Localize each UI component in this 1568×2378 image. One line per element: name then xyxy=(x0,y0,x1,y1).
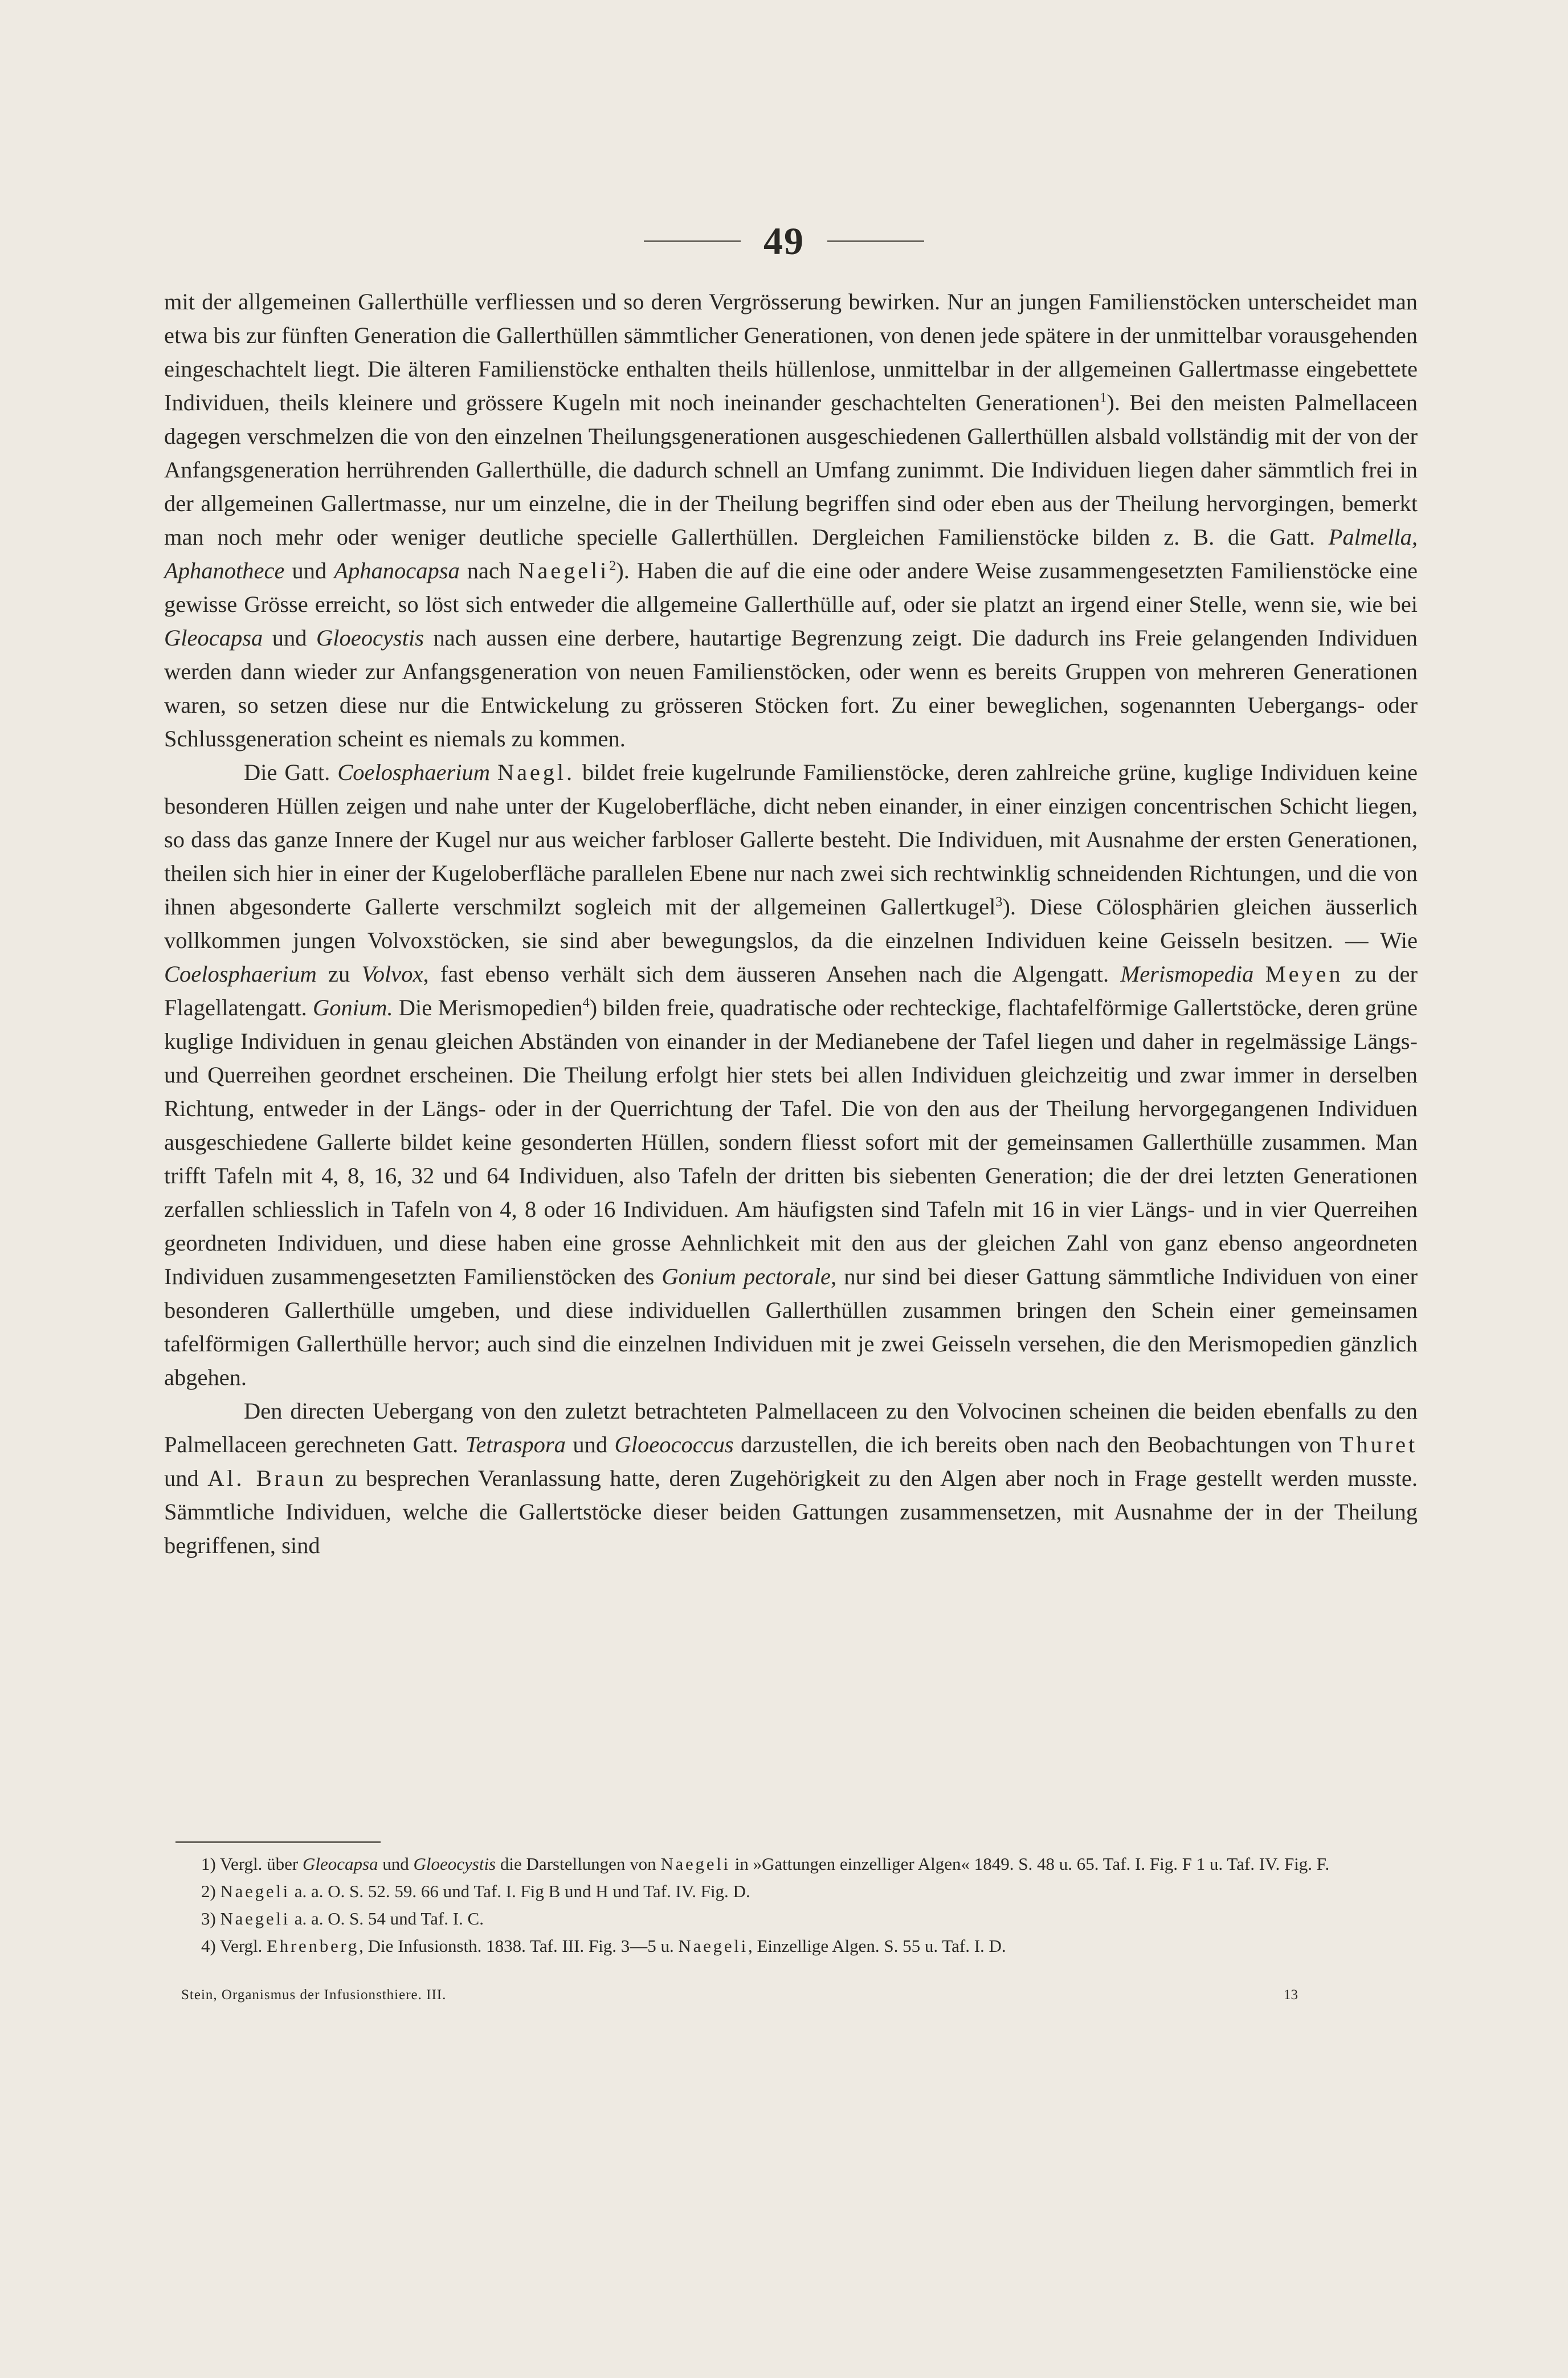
italic-run: Gleocapsa xyxy=(302,1854,378,1874)
text-run: a. a. O. S. 54 und Taf. I. C. xyxy=(290,1909,484,1928)
italic-run: Gloeococcus xyxy=(614,1432,734,1457)
text-run: ). Haben die auf die eine oder andere Weise zusammengesetzten Familienstöcke eine gewisse Grösse erreicht, so löst sich entweder die allgemeine Gallerthülle auf, oder sie platzt an irgend einer Stelle, wenn sie, wie bei xyxy=(164,558,1418,617)
italic-run: Gonium. xyxy=(312,995,393,1020)
footnotes xyxy=(164,1850,1418,1960)
footnote-4 xyxy=(164,1932,1418,1960)
spaced-name: Naegeli xyxy=(678,1936,748,1956)
spaced-name: Ehrenberg xyxy=(267,1936,360,1956)
text-run: nach xyxy=(459,558,518,583)
italic-run: Palmella, Aphanothece xyxy=(164,524,1418,583)
text-run: mit der allgemeinen Gallerthülle verfliessen und so deren Vergrösserung bewirken. Nur an jungen Familienstöcken unterscheidet man etwa bis zur fünften Generation die Gallerthüllen sämmtlicher Generationen, von denen jede spätere in der unmittelbar vorausgehenden eingeschachtelt liegt. Die älteren Familienstöcke enthalten theils hüllenlose, unmittelbar in der allgemeinen Gallertmasse eingebettete Individuen, theils kleinere und grössere Kugeln mit noch ineinander geschachtelten Generationen xyxy=(164,289,1418,415)
footnote-2 xyxy=(164,1878,1418,1905)
footnote-separator xyxy=(175,1841,381,1843)
text-run: , Einzellige Algen. S. 55 u. Taf. I. D. xyxy=(748,1936,1006,1956)
text-run: ). Diese Cölosphärien gleichen äusserlich vollkommen jungen Volvoxstöcken, sie sind aber bewegungslos, da die einzelnen Individuen keine Geisseln besitzen. — Wie xyxy=(164,894,1418,953)
text-run: und xyxy=(284,558,334,583)
text-run: zu xyxy=(316,961,362,987)
text-run: bildet freie kugelrunde Familienstöcke, deren zahlreiche grüne, kuglige Individuen keine besonderen Hüllen zeigen und nahe unter der Kugeloberfläche, dicht neben einander, in einer einzigen concentrischen Schicht liegen, so dass das ganze Innere der Kugel nur aus weicher farbloser Gallerte besteht. Die Individuen, mit Ausnahme der ersten Generationen, theilen sich hier in einer der Kugeloberfläche parallelen Ebene nur nach zwei sich rechtwinklig schneidenden Richtungen, und die von ihnen abgesonderte Gallerte verschmilzt sogleich mit der allgemeinen Gallertkugel xyxy=(164,759,1418,920)
spaced-name: Naegeli xyxy=(518,558,610,583)
text-run xyxy=(490,759,497,785)
page-number: 49 xyxy=(763,219,805,263)
text-run: , Die Infusionsth. 1838. Taf. III. Fig. 3—5 u. xyxy=(359,1936,679,1956)
signature-number: 13 xyxy=(1284,1987,1298,2003)
page-header xyxy=(0,215,1568,267)
paragraph-3 xyxy=(164,1394,1418,1562)
text-run: Den directen Uebergang von den zuletzt betrachteten Palmellaceen zu den Volvocinen scheinen die beiden ebenfalls zu den Palmellaceen gerechneten Gatt. xyxy=(164,1398,1418,1457)
text-run: und xyxy=(263,625,316,651)
text-run: 3) xyxy=(201,1909,220,1928)
text-run: und xyxy=(565,1432,615,1457)
text-run: zu besprechen Veranlassung hatte, deren Zugehörigkeit zu den Algen aber noch in Frage gestellt werden musste. Sämmtliche Individuen, welche die Gallertstöcke dieser beiden Gattungen zusammensetzen, mit Ausnahme der in der Theilung begriffenen, sind xyxy=(164,1465,1418,1558)
text-run: Die Merismopedien xyxy=(393,995,583,1020)
text-run: a. a. O. S. 52. 59. 66 und Taf. I. Fig B und H und Taf. IV. Fig. D. xyxy=(290,1881,750,1901)
text-run: ). Bei den meisten Palmellaceen dagegen verschmelzen die von den einzelnen Theilungsgenerationen ausgeschiedenen Gallerthüllen alsbald vollständig mit der von der Anfangsgeneration herrührenden Gallerthülle, die dadurch schnell an Umfang zunimmt. Die Individuen liegen daher sämmtlich frei in der allgemeinen Gallertmasse, nur um einzelne, die in der Theilung begriffen sind oder eben aus der Theilung hervorgingen, bemerkt man noch mehr oder weniger deutliche specielle Gallerthüllen. Dergleichen Familienstöcke bilden z. B. die Gatt. xyxy=(164,390,1418,550)
italic-run: Coelosphaerium xyxy=(164,961,317,987)
spaced-name: Thuret xyxy=(1339,1432,1418,1457)
text-run: darzustellen, die ich bereits oben nach den Beobachtungen von xyxy=(733,1432,1340,1457)
text-run: in »Gattungen einzelliger Algen« 1849. S. 48 u. 65. Taf. I. Fig. F 1 u. Taf. IV. Fig. F. xyxy=(730,1854,1330,1874)
printer-signature xyxy=(181,1987,1298,2003)
text-run: 4) Vergl. xyxy=(201,1936,267,1956)
text-run: Die Gatt. xyxy=(244,759,338,785)
italic-run: Gonium pectorale xyxy=(662,1264,831,1289)
footnote-ref: 1 xyxy=(1100,390,1107,406)
spaced-name: Naegl. xyxy=(497,759,575,785)
text-run: und xyxy=(164,1465,208,1491)
spaced-name: Naegeli xyxy=(220,1909,291,1928)
text-run xyxy=(1253,961,1265,987)
italic-run: Volvox xyxy=(361,961,423,987)
text-run: 1) Vergl. über xyxy=(201,1854,303,1874)
text-run: die Darstellungen von xyxy=(496,1854,661,1874)
spaced-name: Naegeli xyxy=(660,1854,730,1874)
footnote-ref: 4 xyxy=(582,995,590,1011)
italic-run: Merismopedia xyxy=(1120,961,1254,987)
footnote-3 xyxy=(164,1905,1418,1932)
italic-run: Gleocapsa xyxy=(164,625,263,651)
paragraph-1 xyxy=(164,285,1418,755)
footnote-1 xyxy=(164,1850,1418,1878)
spaced-name: Meyen xyxy=(1265,961,1344,987)
footnote-ref: 3 xyxy=(995,894,1003,910)
footnote-ref: 2 xyxy=(609,558,616,574)
italic-run: Tetraspora xyxy=(465,1432,566,1457)
signature-title: Stein, Organismus der Infusionsthiere. III. xyxy=(181,1987,447,2003)
text-run: , fast ebenso verhält sich dem äusseren Ansehen nach die Algengatt. xyxy=(423,961,1121,987)
spaced-name: Naegeli xyxy=(220,1881,291,1901)
body-text xyxy=(164,285,1418,1562)
text-run: zu der Flagellatengatt. xyxy=(164,961,1418,1020)
text-run: 2) xyxy=(201,1881,220,1901)
header-rule-left xyxy=(644,240,741,242)
header-rule-right xyxy=(827,240,924,242)
italic-run: Coelosphaerium xyxy=(337,759,490,785)
italic-run: Gloeocystis xyxy=(413,1854,496,1874)
spaced-name: Al. Braun xyxy=(207,1465,326,1491)
text-run: nach aussen eine derbere, hautartige Begrenzung zeigt. Die dadurch ins Freie gelangenden Individuen werden dann wieder zur Anfangsgeneration von neuen Familienstöcken, oder wenn es bereits Gruppen von mehreren Generationen waren, so setzen diese nur die Entwickelung zu grösseren Stöcken fort. Zu einer beweglichen, sogenannten Uebergangs- oder Schlussgeneration scheint es niemals zu kommen. xyxy=(164,625,1418,751)
paragraph-2 xyxy=(164,755,1418,1394)
italic-run: Aphanocapsa xyxy=(334,558,460,583)
text-run: , nur sind bei dieser Gattung sämmtliche Individuen von einer besonderen Gallerthülle umgeben, und diese individuellen Gallerthüllen zusammen bringen den Schein einer gemeinsamen tafelförmigen Gallerthülle hervor; auch sind die einzelnen Individuen mit je zwei Geisseln versehen, die den Merismopedien gänzlich abgehen. xyxy=(164,1264,1418,1390)
italic-run: Gloeocystis xyxy=(316,625,424,651)
text-run: ) bilden freie, quadratische oder rechteckige, flachtafelförmige Gallertstöcke, deren grüne kuglige Individuen in genau gleichen Abständen von einander in der Medianebene der Tafel liegen und daher in regelmässige Längs- und Querreihen geordnet erscheinen. Die Theilung erfolgt hier stets bei allen Individuen gleichzeitig und zwar immer in derselben Richtung, entweder in der Längs- oder in der Querrichtung der Tafel. Die von den aus der Theilung hervorgegangenen Individuen ausgeschiedene Gallerte bildet keine gesonderten Hüllen, sondern fliesst sofort mit der gemeinsamen Gallerthülle zusammen. Man trifft Tafeln mit 4, 8, 16, 32 und 64 Individuen, also Tafeln der dritten bis siebenten Generation; die der drei letzten Generationen zerfallen schliesslich in Tafeln von 4, 8 oder 16 Individuen. Am häufigsten sind Tafeln mit 16 in vier Längs- und in vier Querreihen geordneten Individuen, und diese haben eine grosse Aehnlichkeit mit den aus der gleichen Zahl von ganz ebenso angeordneten Individuen zusammengesetzten Familienstöcken des xyxy=(164,995,1418,1289)
text-run: und xyxy=(378,1854,414,1874)
